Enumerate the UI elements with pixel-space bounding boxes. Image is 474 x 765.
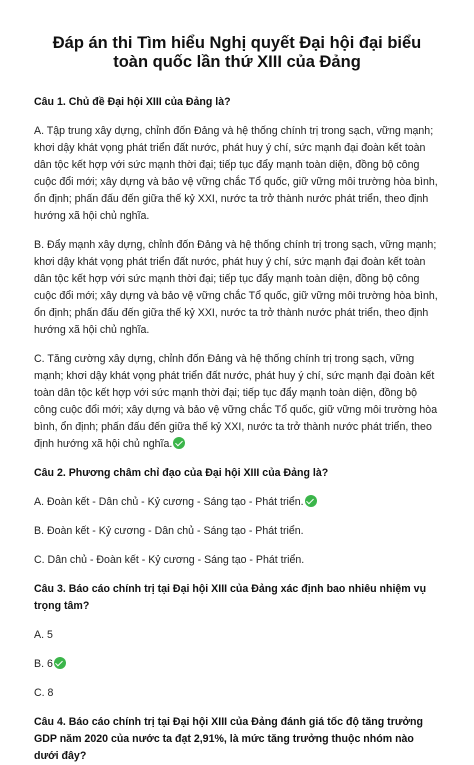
question-4-text: Câu 4. Báo cáo chính trị tại Đại hội XIII của Đảng đánh giá tốc độ tăng trưởng GDP năm 2020 của nước ta đạt 2,91%, là mức tăng trưởng thuộc nhóm nào dưới đây? (34, 716, 423, 762)
question-2-option-c: C. Dân chủ - Đoàn kết - Kỷ cương - Sáng tạo - Phát triển. (34, 554, 305, 566)
question-2-option-a-text: A. Đoàn kết - Dân chủ - Kỷ cương - Sáng tạo - Phát triển. (34, 496, 304, 508)
check-circle-icon (305, 495, 317, 507)
question-3-option-b (34, 656, 440, 673)
question-2-option-a (34, 494, 440, 511)
question-2-option-b: B. Đoàn kết - Kỷ cương - Dân chủ - Sáng tạo - Phát triển. (34, 525, 304, 537)
question-1 (34, 94, 440, 453)
question-3 (34, 581, 440, 702)
check-circle-icon (173, 437, 185, 449)
question-3-option-c: C. 8 (34, 687, 54, 699)
question-1-option-c-text: C. Tăng cường xây dựng, chỉnh đốn Đảng và hệ thống chính trị trong sạch, vững mạnh; khơi dậy khát vọng phát triển đất nước, phát huy ý chí, sức mạnh đại đoàn kết toàn dân tộc kết hợp với sức mạnh thời đại; tiếp tục đẩy mạnh toàn diện, đồng bộ công cuộc đổi mới; xây dựng và bảo vệ vững chắc Tổ quốc, giữ vững môi trường hòa bình, ổn định; phấn đấu đến giữa thế kỷ XXI, nước ta trở thành nước phát triển, theo định hướng xã hội chủ nghĩa. (34, 353, 438, 450)
question-2-text: Câu 2. Phương châm chỉ đạo của Đại hội XIII của Đảng là? (34, 467, 329, 479)
question-1-option-c (34, 351, 440, 453)
question-1-option-a: A. Tập trung xây dựng, chỉnh đốn Đảng và hệ thống chính trị trong sạch, vững mạnh; khơi dậy khát vọng phát triển đất nước, phát huy ý chí, sức mạnh đại đoàn kết toàn dân tộc kết hợp với sức mạnh thời đại; tiếp tục đẩy mạnh toàn diện, đồng bộ công cuộc đổi mới; xây dựng và bảo vệ vững chắc Tổ quốc, giữ vững môi trường hòa bình, ổn định; phấn đấu đến giữa thế kỷ XXI, nước ta trở thành nước phát triển, theo định hướng xã hội chủ nghĩa. (34, 125, 438, 222)
question-1-text: Câu 1. Chủ đề Đại hội XIII của Đảng là? (34, 96, 231, 108)
question-2 (34, 465, 440, 569)
question-3-option-a: A. 5 (34, 629, 53, 641)
question-4 (34, 714, 440, 765)
question-3-option-b-text: B. 6 (34, 658, 53, 670)
question-3-text: Câu 3. Báo cáo chính trị tại Đại hội XIII của Đảng xác định bao nhiêu nhiệm vụ trọng tâm? (34, 583, 427, 612)
question-1-option-b: B. Đẩy mạnh xây dựng, chỉnh đốn Đảng và hệ thống chính trị trong sạch, vững mạnh; khơi dậy khát vọng phát triển đất nước, phát huy ý chí, sức mạnh đại đoàn kết toàn dân tộc kết hợp với sức mạnh thời đại; tiếp tục đẩy mạnh toàn diện, đồng bộ công cuộc đổi mới; xây dựng và bảo vệ vững chắc Tổ quốc, giữ vững môi trường hòa bình, ổn định; phấn đấu đến giữa thế kỷ XXI, nước ta trở thành nước phát triển, theo định hướng xã hội chủ nghĩa. (34, 239, 438, 336)
check-circle-icon (54, 657, 66, 669)
document-title: Đáp án thi Tìm hiểu Nghị quyết Đại hội đại biểu toàn quốc lần thứ XIII của Đảng (52, 34, 422, 71)
